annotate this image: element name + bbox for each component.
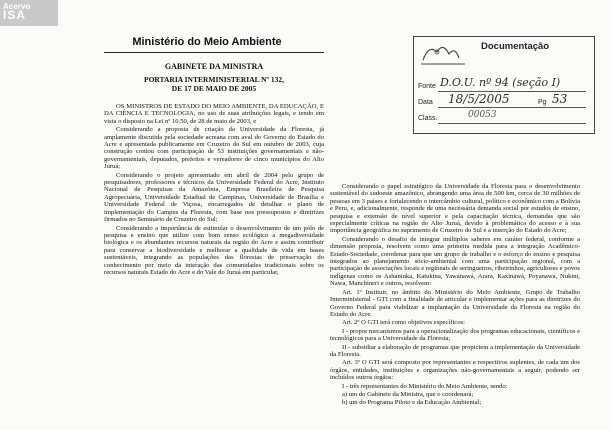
paragraph: Considerando o projeto apresentado em abril de 2004 pelo grupo de pesquisadores, professores e técnicos da Universidade Federal do Acre, Instituto Nacional de Pesquisas da Amazônia, Empresa Brasileira de Pesquisa Agropecuária, Universidade Estadual de Campinas, Universidade de Brasília e Universidade Federal de Viçosa, encarregados de detalhar o plano de implementação do Campus da Floresta, com base nos pressupostos e diretrizes firmados no Seminário de Cruzeiro do Sul;: [104, 171, 324, 224]
article-2: Art. 2º O GTI terá como objetivos específicos:: [342, 319, 465, 327]
ministry-title: Ministério do Meio Ambiente: [132, 36, 282, 48]
item-ii: II - subsidiar a elaboração de programas que propiciem a implementação da Universidade da Floresta.: [330, 343, 580, 358]
text-column-left: [104, 103, 324, 277]
watermark-text-2: ISA: [3, 8, 27, 22]
item-i: I - propor mecanismos para a operacionalização dos programas educacionais, científicos e tecnológicos para a Universidade da Floresta;: [330, 327, 580, 343]
stamp-pg-value: 53: [552, 92, 568, 106]
stamp-line: [438, 123, 586, 124]
portaria-heading: [104, 76, 324, 93]
text-column-right: [330, 183, 580, 408]
stamp-data-value: 18/5/2005: [448, 92, 510, 106]
paragraph: Considerando o papel estratégico da Universidade da Floresta para o desenvolvimento sustentável do sudoeste amazônico, abrangendo uma área de 500 km, cerca de 30 milhões de pessoas em 3 países e fortalecendo o intercâmbio cultural, político e econômico com a Bolívia e Peru, e, adicionalmente, responde de uma necessária demanda social por estudos de ensino, pesquisa e extensão de nível superior e pela capacitação técnica, demandas que são especialmente críticas na região do Alto Juruá, devido à problemática do acesso e à sua importância geográfica no suprimento de Cruzeiro do Sul e a inserção do Estado do Acre;: [330, 183, 580, 235]
sub-item-b: b) um do Programa Piloto e da Educação Ambiental;: [342, 399, 482, 407]
institution-emblem-icon: [415, 38, 475, 70]
article-1: Art. 1º Instituir, no âmbito do Ministério do Meio Ambiente, Grupo de Trabalho Interministerial - GTI com a finalidade de articular e implementar ações para as diretrizes do Governo Federal para viabilizar a implantação da Universidade da Floresta na região do Estado do Acre.: [330, 288, 580, 318]
article-3: Art. 3º O GTI será composto por representantes e respectivos suplentes, de cada um dos órgãos, entidades, instituições e organizações não-governamentais a seguir, podendo ser incluídos outros órgãos:: [330, 359, 580, 382]
stamp-data-label: Data: [418, 99, 433, 106]
stamp-class-label: Class.: [418, 115, 438, 122]
stamp-line: [438, 107, 586, 108]
portaria-number: PORTARIA INTERMINISTERIAL Nº 132,: [143, 75, 284, 84]
paragraph: OS MINISTROS DE ESTADO DO MEIO AMBIENTE, DA EDUCAÇÃO, E DA CIÊNCIA E TECNOLOGIA, no uso de suas atribuições legais, e tendo em vista o disposto na Lei nº 10.50, de 28 de maio de 2003, e: [104, 103, 324, 125]
paragraph: Considerando a importância de estimular o desenvolvimento de um pólo de pesquisa e ensino que utilize com bom senso ecológico a megadiversidade biológica e os abundantes recursos naturais da região do Acre e assim contribuir para conservar a biodiversidade e melhorar a qualidade de vida em bases sustentáveis, integrando as populações das florestas de preservação do conhecimento por meio da interação das comunidades tradicionais sobre os recursos naturais Estado do Acre e do Vale do Juruá em particular,: [104, 224, 324, 276]
acervo-isa-watermark: [0, 0, 58, 26]
header-rule: [104, 52, 324, 53]
paragraph: Considerando a proposta de criação da Universidade da Floresta, já amplamente discutida pela sociedade acreana com aval do Governo do Estado do Acre e apresentada publicamente em Cruzeiro do Sul em outubro de 2003, cuja construção contou com participação de 53 instituições governamentais e não-governamentais, deputados, prefeitos e vereadores de cinco municípios do Alto Juruá;: [104, 126, 324, 171]
stamp-fonte-value: D.O.U. nº 94 (seção I): [440, 76, 561, 89]
watermark-text-1: Acervo: [3, 2, 31, 11]
paragraph: Considerando o desafio de integrar múltiplos saberes em caráter federal, conforme a dimensão proposta, resolvem como uma primeira medida para a integração Acadêmico-Estado-Sociedade, coordenar para que um grupo de trabalho e o esforço do ensino e pesquisa integrados ao planejamento sócio-ambiental com uma participação regional, com a participação de associações locais e regionais de seringueiros, ribeirinhos, agricultores e povos indígenas como os Ashaninka, Katukina, Yawanawá, Arara, Kaxinawá, Poyanawa, Nukini, Nawa, Manchineri e outros, resolvem:: [330, 235, 580, 288]
cabinet-heading: GABINETE DA MINISTRA: [164, 62, 264, 71]
stamp-title: Documentação: [481, 41, 550, 52]
stamp-fonte-label: Fonte: [418, 83, 436, 90]
stamp-pg-label: Pg: [538, 99, 547, 106]
portaria-date: DE 17 DE MAIO DE 2005: [171, 83, 257, 93]
sub-item-a: a) um do Gabinete da Ministra, que o coordenará;: [342, 390, 474, 398]
stamp-class-value: 00053: [468, 110, 497, 120]
article-3-item: I - três representantes do Ministério do Meio Ambiente, sendo:: [342, 382, 508, 390]
